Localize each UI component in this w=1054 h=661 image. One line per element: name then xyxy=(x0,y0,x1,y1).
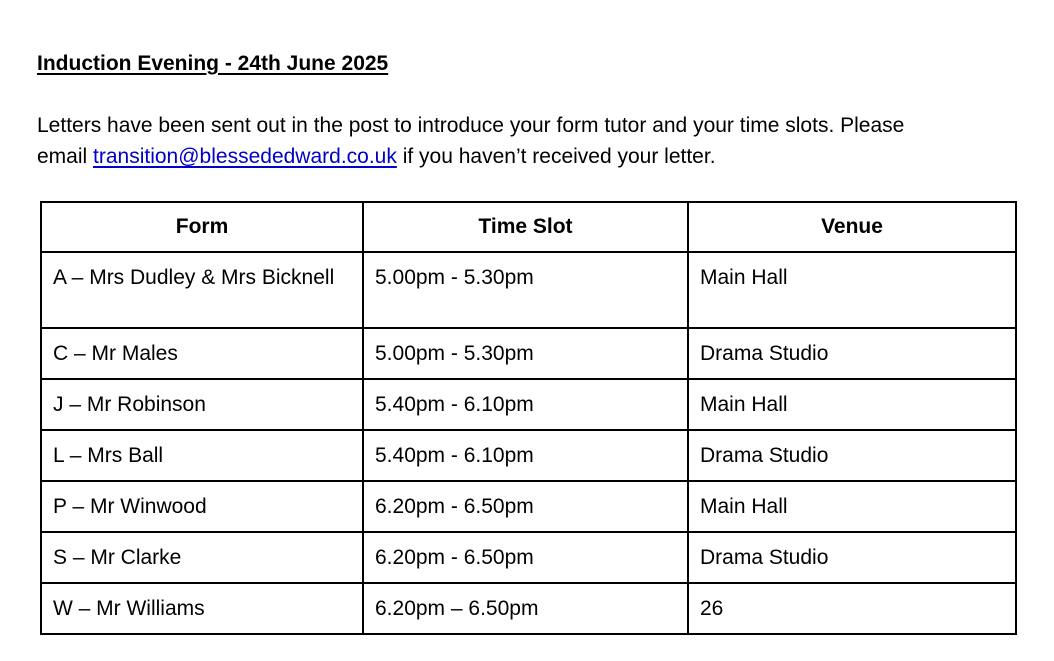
column-header-venue: Venue xyxy=(688,202,1016,252)
column-header-form: Form xyxy=(41,202,363,252)
form-cell: L – Mrs Ball xyxy=(41,430,363,481)
table-row xyxy=(41,328,1016,379)
table-row xyxy=(41,532,1016,583)
form-cell: S – Mr Clarke xyxy=(41,532,363,583)
intro-paragraph xyxy=(37,110,1027,172)
time-slot-cell: 5.40pm - 6.10pm xyxy=(363,379,688,430)
time-slot-cell: 5.00pm - 5.30pm xyxy=(363,252,688,328)
venue-cell: Drama Studio xyxy=(688,328,1016,379)
column-header-time-slot: Time Slot xyxy=(363,202,688,252)
table-row xyxy=(41,481,1016,532)
table-row xyxy=(41,430,1016,481)
intro-line-2 xyxy=(37,141,1027,172)
page-title: Induction Evening - 24th June 2025 xyxy=(37,52,389,75)
venue-cell: 26 xyxy=(688,583,1016,634)
intro-line-1: Letters have been sent out in the post to introduce your form tutor and your time slots. Please xyxy=(37,114,905,137)
intro-line-2-start: email xyxy=(37,145,94,168)
venue-cell: Main Hall xyxy=(688,252,1016,328)
time-slot-cell: 6.20pm - 6.50pm xyxy=(363,532,688,583)
table-header-row xyxy=(41,202,1016,252)
venue-cell: Drama Studio xyxy=(688,430,1016,481)
table-row xyxy=(41,379,1016,430)
venue-cell: Main Hall xyxy=(688,379,1016,430)
venue-cell: Drama Studio xyxy=(688,532,1016,583)
time-slot-cell: 5.00pm - 5.30pm xyxy=(363,328,688,379)
table-row xyxy=(41,252,1016,328)
time-slot-cell: 6.20pm – 6.50pm xyxy=(363,583,688,634)
form-cell: A – Mrs Dudley & Mrs Bicknell xyxy=(41,252,363,328)
time-slot-cell: 6.20pm - 6.50pm xyxy=(363,481,688,532)
form-cell: W – Mr Williams xyxy=(41,583,363,634)
schedule-table xyxy=(40,201,1017,635)
time-slot-cell: 5.40pm - 6.10pm xyxy=(363,430,688,481)
form-cell: J – Mr Robinson xyxy=(41,379,363,430)
form-cell: P – Mr Winwood xyxy=(41,481,363,532)
email-link[interactable]: transition@blessededward.co.uk xyxy=(93,145,397,168)
venue-cell: Main Hall xyxy=(688,481,1016,532)
intro-line-2-end: if you haven’t received your letter. xyxy=(396,145,716,168)
table-row xyxy=(41,583,1016,634)
form-cell: C – Mr Males xyxy=(41,328,363,379)
